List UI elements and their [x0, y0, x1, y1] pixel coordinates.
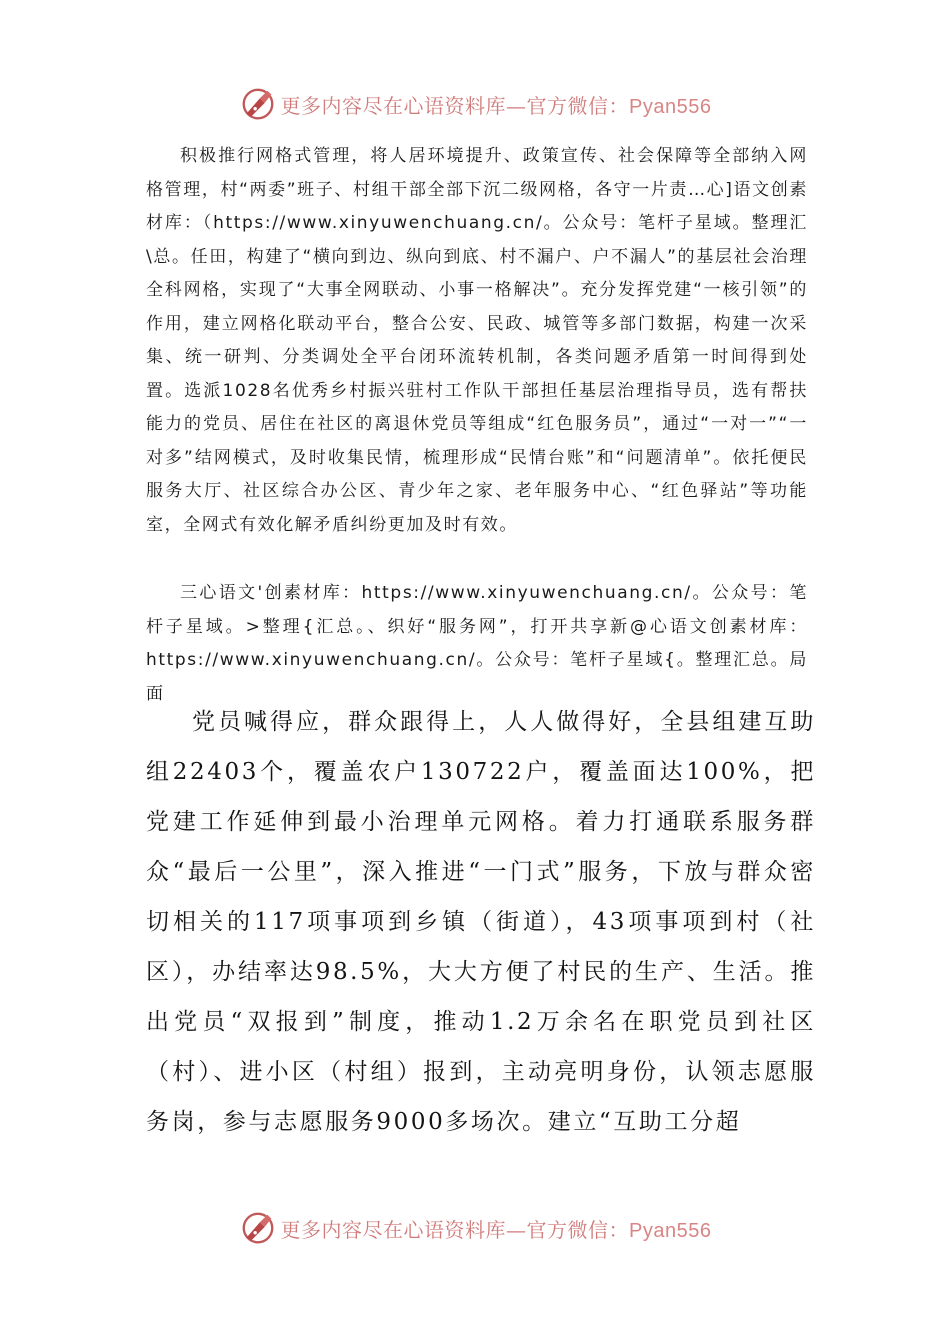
paragraph-grid-management	[146, 140, 808, 542]
footer-banner	[0, 1208, 950, 1248]
paragraph-party-members	[146, 697, 816, 1147]
wechat-account: Pyan556	[629, 1219, 712, 1242]
paragraph-service-network	[146, 577, 808, 711]
paragraph-text: 党员喊得应，群众跟得上，人人做得好，全县组建互助组22403个，覆盖农户130722户，覆盖面达100%，把党建工作延伸到最小治理单元网格。着力打通联系服务群众“最后一公里”，深入推进“一门式”服务，下放与群众密切相关的117项事项到乡镇（街道），43项事项到村（社区），办结率达98.5%，大大方便了村民的生产、生活。推出党员“双报到”制度，推动1.2万余名在职党员到社区（村）、进小区（村组）报到，主动亮明身份，认领志愿服务岗，参与志愿服务9000多场次。建立“互助工分超	[146, 709, 816, 1135]
banner-text: 更多内容尽在心语资料库—官方微信：Pyan556	[280, 1217, 712, 1242]
header-banner	[0, 84, 950, 124]
wechat-account: Pyan556	[629, 95, 712, 118]
paragraph-text: 三心语文'创素材库：https://www.xinyuwenchuang.cn/。公众号：笔杆子星域。>整理{汇总。、织好“服务网”，打开共享新@心语文创素材库：https://www.xinyuwenchuang.cn/。公众号：笔杆子星域{。整理汇总。局面	[146, 583, 808, 704]
paragraph-text: 积极推行网格式管理，将人居环境提升、政策宣传、社会保障等全部纳入网格管理，村“两委”班子、村组干部全部下沉二级网格，各守一片责…心]语文创素材库：（https://www.xinyuwenchuang.cn/。公众号：笔杆子星域。整理汇\总。任田，构建了“横向到边、纵向到底、村不漏户、户不漏人”的基层社会治理全科网格，实现了“大事全网联动、小事一格解决”。充分发挥党建“一核引领”的作用，建立网格化联动平台，整合公安、民政、城管等多部门数据，构建一次采集、统一研判、分类调处全平台闭环流转机制，各类问题矛盾第一时间得到处置。选派1028名优秀乡村振兴驻村工作队干部担任基层治理指导员，选有帮扶能力的党员、居住在社区的离退休党员等组成“红色服务员”，通过“一对一”“一对多”结网模式，及时收集民情，梳理形成“民情台账”和“问题清单”。依托便民服务大厅、社区综合办公区、青少年之家、老年服务中心、“红色驿站”等功能室，全网式有效化解矛盾纠纷更加及时有效。	[146, 146, 808, 535]
pen-nib-logo-icon	[239, 1209, 277, 1247]
pen-nib-logo-icon	[239, 85, 277, 123]
banner-text: 更多内容尽在心语资料库—官方微信：Pyan556	[280, 93, 712, 118]
